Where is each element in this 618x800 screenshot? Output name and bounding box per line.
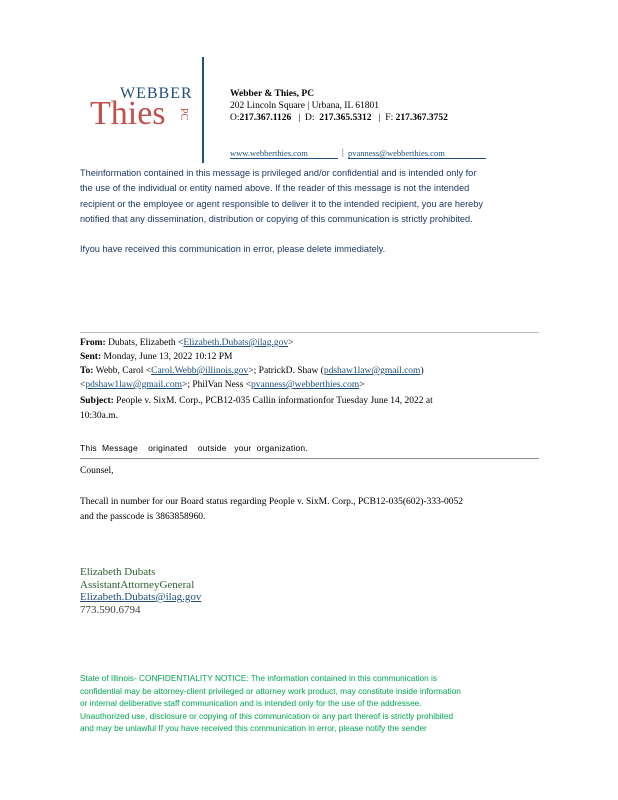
body-line: and the passcode is 3863858960. xyxy=(80,512,206,522)
signature-title: AssistantAttorneyGeneral xyxy=(80,578,195,591)
disclaimer-line: Theinformation contained in this message is privileged and/or confidential and is intended only for xyxy=(80,168,477,178)
firm-email-link[interactable]: pvanness@webberthies.com xyxy=(348,148,486,159)
subject-line: Subject: People v. SixM. Corp., PCB12-035 Callin informationfor Tuesday June 14, 2022 at xyxy=(80,396,433,406)
to-line: To: Webb, Carol <Carol.Webb@illinois.gov>; PatrickD. Shaw (pdshaw1law@gmail.com) xyxy=(80,366,424,376)
signature-name: Elizabeth Dubats xyxy=(80,566,156,578)
logo-main-word: Thies xyxy=(90,95,166,132)
confidentiality-line: and may be unlawful If you have received this communication in error, please notify the sender xyxy=(80,723,427,734)
to-email-link-4[interactable]: pvanness@webberthies.com xyxy=(251,380,360,390)
signature-block xyxy=(80,566,201,616)
disclaimer-line: recipient or the employee or agent responsible to deliver it to the intended recipient, you are hereby xyxy=(80,198,483,209)
disclaimer-error-line: Ifyou have received this communication in error, please delete immediately. xyxy=(80,244,386,254)
body-line: Thecall in number for our Board status regarding People v. SixM. Corp., PCB12-035(602)-333-0052 xyxy=(80,497,464,507)
to-email-link-3[interactable]: pdshaw1law@gmail.com xyxy=(85,380,182,390)
from-line: From: Dubats, Elizabeth <Elizabeth.Dubats@ilag.gov> xyxy=(80,338,294,348)
signature-phone: 773.590.6794 xyxy=(80,603,141,616)
link-separator: | xyxy=(342,147,344,157)
firm-phones: O:217.367.1126 | D: 217.365.5312 | F: 217.367.3752 xyxy=(230,113,448,123)
confidentiality-notice xyxy=(80,672,550,735)
firm-address: 202 Lincoln Square | Urbana, IL 61801 xyxy=(230,101,380,111)
confidentiality-line: Unauthorized use, disclosure or copying of this communication or any part thereof is strictly prohibited xyxy=(80,710,454,721)
firm-logo xyxy=(90,80,193,140)
disclaimer-paragraph xyxy=(80,166,550,228)
greeting: Counsel, xyxy=(80,466,114,476)
firm-name: Webber & Thies, PC xyxy=(230,89,315,99)
to-email-link-2[interactable]: pdshaw1law@gmail.com xyxy=(323,366,421,376)
logo-suffix: PC xyxy=(178,108,189,121)
confidentiality-line: confidential may be attorney-client privileged or attorney work product, may constitute inside information xyxy=(80,685,461,696)
notice-separator xyxy=(80,458,539,459)
sent-line: Sent: Monday, June 13, 2022 10:12 PM xyxy=(80,352,233,362)
to-email-link-1[interactable]: Carol.Webb@illinois.gov xyxy=(151,366,249,376)
external-notice: This Message originated outside your organization. xyxy=(80,443,308,453)
from-email-link[interactable]: Elizabeth.Dubats@ilag.gov xyxy=(183,338,289,348)
disclaimer-line: the use of the individual or entity named above. If the reader of this message is not the intended xyxy=(80,183,470,194)
confidentiality-line: State of Illinois- CONFIDENTIALITY NOTICE: The information contained in this communication is xyxy=(80,673,438,683)
logo-divider xyxy=(202,57,204,163)
subject-line-continued: 10:30a.m. xyxy=(80,411,118,421)
disclaimer-line: notified that any dissemination, distribution or copying of this communication is strictly prohibited. xyxy=(80,214,473,225)
header-separator xyxy=(80,332,539,333)
firm-website-link[interactable]: www.webberthies.com xyxy=(230,148,338,159)
to-line-continued: <pdshaw1law@gmail.com>; PhilVan Ness <pvanness@webberthies.com> xyxy=(80,380,365,390)
signature-email-link[interactable]: Elizabeth.Dubats@ilag.gov xyxy=(80,591,202,603)
confidentiality-line: or internal deliberative staff communication and is intended only for the use of the addressee. xyxy=(80,698,422,709)
logo-top-word: WEBBER xyxy=(120,85,193,102)
